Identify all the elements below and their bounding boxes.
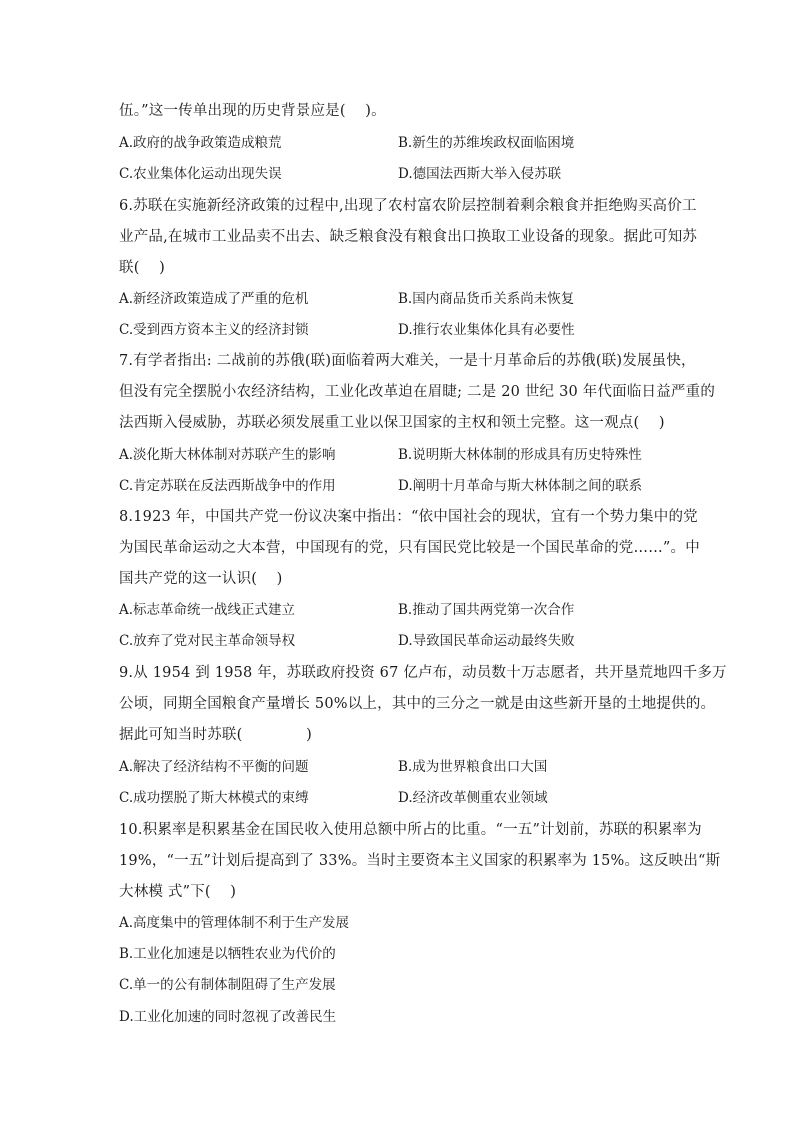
q9-option-d: D.经济改革侧重农业领域 xyxy=(398,790,548,806)
q5-option-a: A.政府的战争政策造成粮荒 xyxy=(119,135,282,151)
q9-line-2: 公顷，同期全国粮食产量增长 50%以上，其中的三分之一就是由这些新开垦的土地提供的。 xyxy=(119,696,716,712)
q9-line-1: 9.从 1954 到 1958 年，苏联政府投资 67 亿卢布，动员数十万志愿者，共开垦荒地四千多万 xyxy=(119,665,727,681)
q10-line-3: 大林模 式”下( ) xyxy=(119,884,237,900)
q8-option-d: D.导致国民革命运动最终失败 xyxy=(398,633,575,649)
q6-option-d: D.推行农业集体化具有必要性 xyxy=(398,322,575,338)
q6-line-3: 联( ) xyxy=(119,260,165,276)
q6-option-b: B.国内商品货币关系尚未恢复 xyxy=(398,291,575,307)
q10-line-2: 19%，“一五”计划后提高到了 33%。当时主要资本主义国家的积累率为 15%。这反映出“斯 xyxy=(119,853,721,869)
q5-option-b: B.新生的苏维埃政权面临困境 xyxy=(398,135,575,151)
q7-line-2: 但没有完全摆脱小农经济结构，工业化改革迫在眉睫; 二是 20 世纪 30 年代面临日益严重的 xyxy=(119,384,716,400)
q6-line-1: 6.苏联在实施新经济政策的过程中,出现了农村富农阶层控制着剩余粮食并拒绝购买高价工 xyxy=(119,198,697,214)
q10-option-d: D.工业化加速的同时忽视了改善民生 xyxy=(119,1009,337,1025)
q9-option-c: C.成功摆脱了斯大林模式的束缚 xyxy=(119,790,309,806)
q7-line-3: 法西斯入侵威胁，苏联必须发展重工业以保卫国家的主权和领土完整。这一观点( ) xyxy=(119,415,665,431)
q6-line-2: 业产品,在城市工业品卖不出去、缺乏粮食没有粮食出口换取工业设备的现象。据此可知苏 xyxy=(119,229,698,245)
q9-option-b: B.成为世界粮食出口大国 xyxy=(398,759,548,775)
q10-option-c: C.单一的公有制体制阻碍了生产发展 xyxy=(119,977,336,993)
q7-option-c: C.肯定苏联在反法西斯战争中的作用 xyxy=(119,478,336,494)
q7-line-1: 7.有学者指出: 二战前的苏俄(联)面临着两大难关，一是十月革命后的苏俄(联)发展虽快， xyxy=(119,353,696,369)
q7-option-d: D.阐明十月革命与斯大林体制之间的联系 xyxy=(398,478,643,494)
q9-option-a: A.解决了经济结构不平衡的问题 xyxy=(119,759,309,775)
q8-line-3: 国共产党的这一认识( ) xyxy=(119,571,283,587)
q10-option-b: B.工业化加速是以牺牲农业为代价的 xyxy=(119,946,336,962)
q5-option-c: C.农业集体化运动出现失误 xyxy=(119,166,282,182)
intro-line: 伍。”这一传单出现的历史背景应是( )。 xyxy=(119,103,386,119)
q8-option-c: C.放弃了党对民主革命领导权 xyxy=(119,633,296,649)
q9-line-3: 据此可知当时苏联( ) xyxy=(119,727,312,743)
q8-line-1: 8.1923 年，中国共产党一份议决案中指出：“依中国社会的现状，宜有一个势力集中的党 xyxy=(119,509,698,525)
q7-option-a: A.淡化斯大林体制对苏联产生的影响 xyxy=(119,447,336,463)
q8-option-b: B.推动了国共两党第一次合作 xyxy=(398,602,575,618)
q10-option-a: A.高度集中的管理体制不利于生产发展 xyxy=(119,915,350,931)
q8-option-a: A.标志革命统一战线正式建立 xyxy=(119,602,296,618)
q6-option-a: A.新经济政策造成了严重的危机 xyxy=(119,291,309,307)
q5-option-d: D.德国法西斯大举入侵苏联 xyxy=(398,166,562,182)
q6-option-c: C.受到西方资本主义的经济封锁 xyxy=(119,322,309,338)
q10-line-1: 10.积累率是积累基金在国民收入使用总额中所占的比重。“一五”计划前，苏联的积累率为 xyxy=(119,822,702,838)
q7-option-b: B.说明斯大林体制的形成具有历史特殊性 xyxy=(398,447,642,463)
q8-line-2: 为国民革命运动之大本营，中国现有的党，只有国民党比较是一个国民革命的党……”。中 xyxy=(119,540,700,556)
